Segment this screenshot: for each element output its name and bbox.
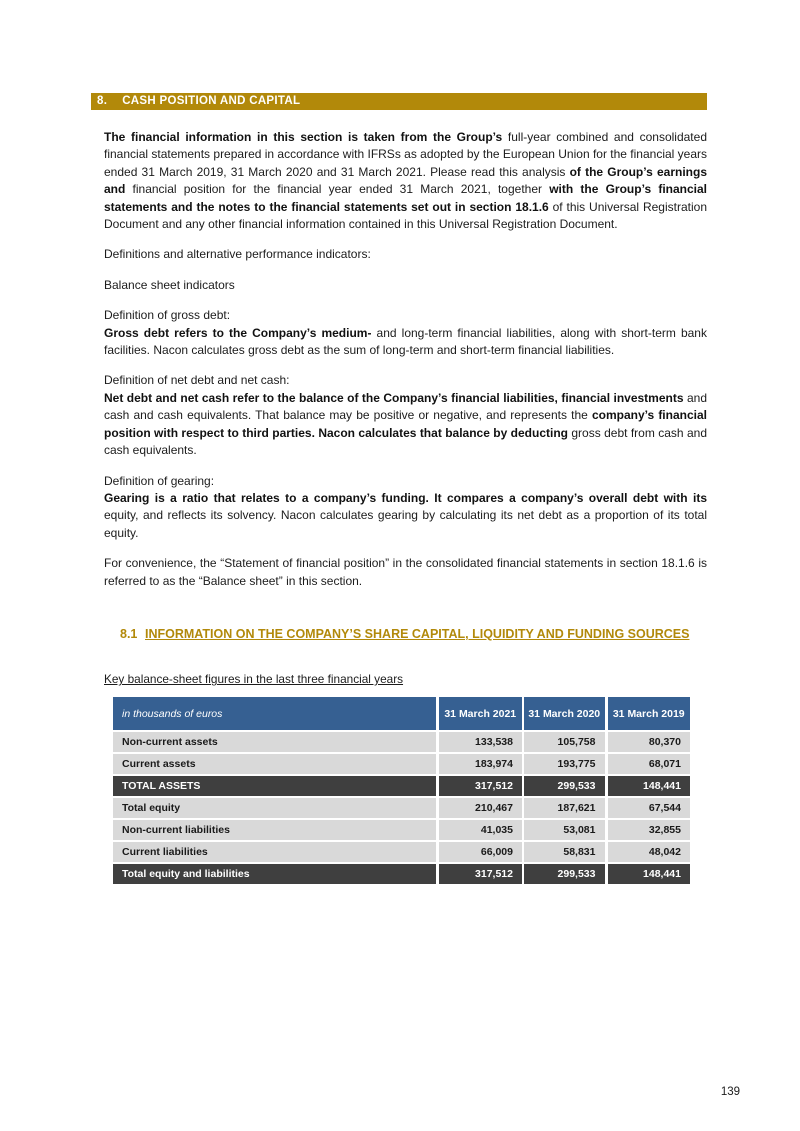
- text-segment: Gearing is a ratio that relates to a company’s funding. It compares a company’s overall debt with its: [104, 490, 707, 505]
- text-segment: Definition of gross debt:: [104, 308, 231, 323]
- cell-value: 105,758: [523, 731, 606, 753]
- table-row: [113, 819, 690, 841]
- column-header: 31 March 2019: [606, 697, 690, 731]
- section-number: 8.: [97, 95, 108, 107]
- cell-value: 299,533: [523, 775, 606, 797]
- subsection-title: INFORMATION ON THE COMPANY’S SHARE CAPITAL, LIQUIDITY AND FUNDING SOURCES: [145, 626, 690, 641]
- cell-value: 210,467: [437, 797, 523, 819]
- cell-value: 41,035: [437, 819, 523, 841]
- text-segment: and cash and cash equivalents. That balance may be positive or negative, and represents the: [104, 390, 707, 423]
- cell-value: 80,370: [606, 731, 690, 753]
- text-segment: Definition of gearing:: [104, 473, 215, 488]
- cell-value: 53,081: [523, 819, 606, 841]
- text-segment: financial position for the financial year ended 31 March 2021, together: [132, 182, 550, 197]
- paragraph-line: [104, 325, 707, 360]
- text-segment: of the Group’s earnings and: [104, 164, 708, 197]
- row-label: Total equity and liabilities: [113, 863, 437, 885]
- paragraph-line: [104, 390, 707, 460]
- text-segment: Gross debt refers to the Company’s medium-: [104, 325, 372, 340]
- table-caption: Key balance-sheet figures in the last three financial years: [104, 672, 404, 687]
- paragraph-line: [104, 473, 707, 490]
- paragraph: [104, 307, 707, 359]
- paragraph: [104, 277, 707, 294]
- paragraph-line: [104, 246, 707, 263]
- section-header-bar: [91, 93, 707, 110]
- table-row: [113, 775, 690, 797]
- cell-value: 148,441: [606, 863, 690, 885]
- table-row: [113, 797, 690, 819]
- text-segment: For convenience, the “Statement of financial position” in the consolidated financial statements in section 18.1.6 is referred to as the “Balance sheet” in this section.: [104, 556, 707, 588]
- text-segment: equity, and reflects its solvency. Nacon calculates gearing by calculating its net debt as a proportion of its total equity.: [104, 508, 707, 540]
- paragraph-line: [104, 372, 707, 389]
- cell-value: 187,621: [523, 797, 606, 819]
- cell-value: 48,042: [606, 841, 690, 863]
- cell-value: 317,512: [437, 775, 523, 797]
- text-segment: company’s financial position with respect to third parties. Nacon calculates that balance by deducting: [104, 408, 707, 440]
- paragraph-line: [104, 555, 707, 590]
- cell-value: 68,071: [606, 753, 690, 775]
- cell-value: 133,538: [437, 731, 523, 753]
- paragraph: [104, 246, 707, 263]
- table-header-row: [113, 697, 690, 731]
- table-row: [113, 863, 690, 885]
- page-number: 139: [720, 1086, 740, 1098]
- cell-value: 67,544: [606, 797, 690, 819]
- cell-value: 32,855: [606, 819, 690, 841]
- paragraph: [104, 129, 707, 233]
- cell-value: 58,831: [523, 841, 606, 863]
- subsection-number: 8.1: [120, 626, 138, 641]
- cell-value: 193,775: [523, 753, 606, 775]
- body-text: [104, 129, 707, 590]
- subsection-heading: [120, 626, 707, 644]
- row-label: Non-current liabilities: [113, 819, 437, 841]
- text-segment: of this Universal Registration Document and any other financial information contained in this Universal Registration Document.: [104, 199, 707, 232]
- column-header: 31 March 2020: [523, 697, 606, 731]
- text-segment: with the Group’s financial statements and the notes to the financial statements set out in section 18.1.6: [104, 182, 708, 214]
- table-row: [113, 731, 690, 753]
- table-row: [113, 841, 690, 863]
- table-row: [113, 753, 690, 775]
- cell-value: 317,512: [437, 863, 523, 885]
- row-label: Current liabilities: [113, 841, 437, 863]
- row-label: TOTAL ASSETS: [113, 775, 437, 797]
- cell-value: 183,974: [437, 753, 523, 775]
- section-title: CASH POSITION AND CAPITAL: [122, 95, 301, 107]
- text-segment: Balance sheet indicators: [104, 277, 235, 292]
- row-label: Non-current assets: [113, 731, 437, 753]
- text-segment: gross debt from cash and cash equivalents.: [104, 425, 707, 458]
- text-segment: The financial information in this section is taken from the Group’s: [104, 130, 508, 144]
- paragraph: [104, 473, 707, 543]
- cell-value: 299,533: [523, 863, 606, 885]
- text-segment: Definition of net debt and net cash:: [104, 373, 290, 388]
- column-header: 31 March 2021: [437, 697, 523, 731]
- text-segment: and long-term financial liabilities, along with short-term bank facilities. Nacon calculates gross debt as the sum of long-term and short-term financial liabilities.: [104, 325, 707, 358]
- table-unit-label: in thousands of euros: [113, 697, 437, 731]
- paragraph: [104, 372, 707, 459]
- balance-sheet-table: [113, 697, 690, 886]
- text-segment: full-year combined and consolidated financial statements prepared in accordance with IFRSs as adopted by the European Union for the financial years ended 31 March 2019, 31 March 2020 and 31 March 2021. Please read this analysis: [104, 130, 708, 179]
- paragraph-line: [104, 307, 707, 324]
- text-segment: Net debt and net cash refer to the balance of the Company’s financial liabilities, financial investments: [104, 390, 687, 405]
- paragraph-line: [104, 490, 707, 542]
- paragraph-line: [104, 129, 707, 233]
- row-label: Total equity: [113, 797, 437, 819]
- text-segment: Definitions and alternative performance indicators:: [104, 247, 371, 262]
- row-label: Current assets: [113, 753, 437, 775]
- paragraph: [104, 555, 707, 590]
- cell-value: 66,009: [437, 841, 523, 863]
- paragraph-line: [104, 277, 707, 294]
- cell-value: 148,441: [606, 775, 690, 797]
